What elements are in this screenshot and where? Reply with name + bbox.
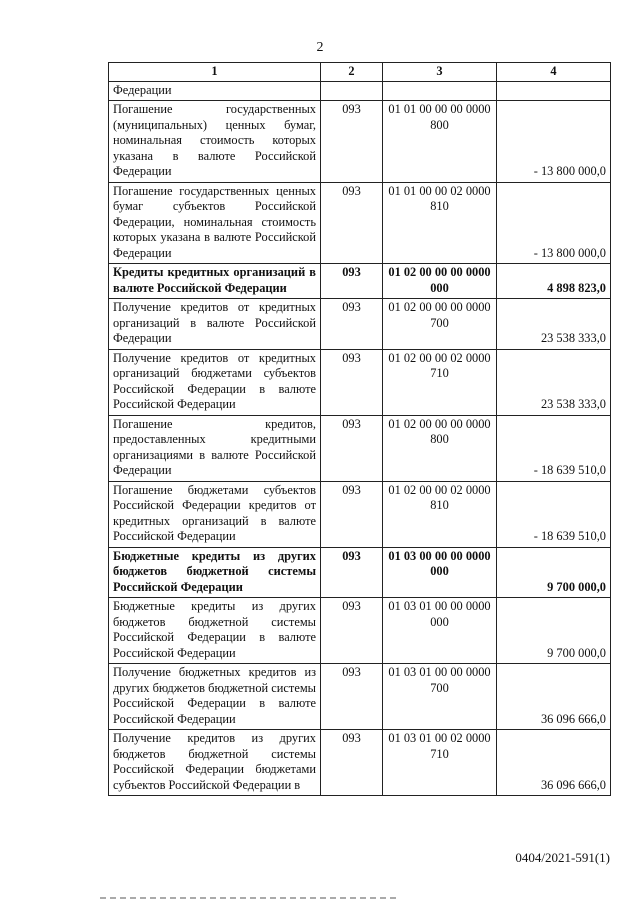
row-budget-code: 01 02 00 00 00 0000 700 — [383, 299, 497, 350]
table-row — [109, 547, 611, 598]
row-admin-code: 093 — [321, 299, 383, 350]
row-admin-code — [321, 81, 383, 101]
row-name: Федерации — [109, 81, 321, 101]
row-budget-code: 01 03 00 00 00 0000 000 — [383, 547, 497, 598]
row-budget-code: 01 02 00 00 00 0000 000 — [383, 264, 497, 299]
column-header: 2 — [321, 63, 383, 82]
row-amount: - 18 639 510,0 — [497, 415, 611, 481]
row-name: Бюджетные кредиты из других бюджетов бюджетной системы Российской Федерации — [109, 547, 321, 598]
row-name: Бюджетные кредиты из других бюджетов бюджетной системы Российской Федерации в валюте Российской Федерации — [109, 598, 321, 664]
table-row — [109, 101, 611, 183]
table-row — [109, 481, 611, 547]
row-name: Кредиты кредитных организаций в валюте Российской Федерации — [109, 264, 321, 299]
row-name: Погашение государственных (муниципальных) ценных бумаг, номинальная стоимость которых указана в валюте Российской Федерации — [109, 101, 321, 183]
row-name: Погашение бюджетами субъектов Российской Федерации кредитов от кредитных организаций в валюте Российской Федерации — [109, 481, 321, 547]
row-name: Получение кредитов от кредитных организаций бюджетами субъектов Российской Федерации в валюте Российской Федерации — [109, 349, 321, 415]
table-header-row — [109, 63, 611, 82]
row-amount: 9 700 000,0 — [497, 547, 611, 598]
page-number: 2 — [316, 40, 324, 55]
column-header: 1 — [109, 63, 321, 82]
row-budget-code: 01 03 01 00 00 0000 000 — [383, 598, 497, 664]
row-budget-code: 01 03 01 00 00 0000 700 — [383, 664, 497, 730]
row-amount: - 13 800 000,0 — [497, 101, 611, 183]
row-budget-code: 01 03 01 00 02 0000 710 — [383, 730, 497, 796]
row-admin-code: 093 — [321, 664, 383, 730]
table-row — [109, 598, 611, 664]
row-amount: 23 538 333,0 — [497, 349, 611, 415]
row-admin-code: 093 — [321, 415, 383, 481]
table-row — [109, 349, 611, 415]
row-budget-code — [383, 81, 497, 101]
table-row — [109, 415, 611, 481]
table-row — [109, 730, 611, 796]
row-amount — [497, 81, 611, 101]
column-header: 4 — [497, 63, 611, 82]
row-name: Получение кредитов из других бюджетов бюджетной системы Российской Федерации бюджетами субъектов Российской Федерации в — [109, 730, 321, 796]
row-amount: 36 096 666,0 — [497, 664, 611, 730]
row-budget-code: 01 02 00 00 00 0000 800 — [383, 415, 497, 481]
table-row — [109, 264, 611, 299]
table-row — [109, 182, 611, 264]
budget-table — [108, 62, 611, 796]
table-row — [109, 299, 611, 350]
row-amount: 23 538 333,0 — [497, 299, 611, 350]
row-admin-code: 093 — [321, 547, 383, 598]
row-budget-code: 01 01 00 00 00 0000 800 — [383, 101, 497, 183]
row-amount: - 13 800 000,0 — [497, 182, 611, 264]
column-header: 3 — [383, 63, 497, 82]
row-admin-code: 093 — [321, 349, 383, 415]
row-name: Погашение кредитов, предоставленных кредитными организациями в валюте Российской Федерации — [109, 415, 321, 481]
row-budget-code: 01 01 00 00 02 0000 810 — [383, 182, 497, 264]
table-row — [109, 81, 611, 101]
row-name: Получение кредитов от кредитных организаций в валюте Российской Федерации — [109, 299, 321, 350]
row-name: Получение бюджетных кредитов из других бюджетов бюджетной системы Российской Федерации в валюте Российской Федерации — [109, 664, 321, 730]
row-admin-code: 093 — [321, 182, 383, 264]
row-amount: 9 700 000,0 — [497, 598, 611, 664]
document-id: 0404/2021-591(1) — [515, 850, 610, 865]
row-budget-code: 01 02 00 00 02 0000 810 — [383, 481, 497, 547]
row-amount: 36 096 666,0 — [497, 730, 611, 796]
row-name: Погашение государственных ценных бумаг субъектов Российской Федерации, номинальная стоимость которых указана в валюте Российской Федерации — [109, 182, 321, 264]
row-amount: - 18 639 510,0 — [497, 481, 611, 547]
row-admin-code: 093 — [321, 481, 383, 547]
table-row — [109, 664, 611, 730]
row-admin-code: 093 — [321, 264, 383, 299]
row-admin-code: 093 — [321, 598, 383, 664]
row-budget-code: 01 02 00 00 02 0000 710 — [383, 349, 497, 415]
row-admin-code: 093 — [321, 101, 383, 183]
row-admin-code: 093 — [321, 730, 383, 796]
scan-artifact-line — [100, 897, 400, 899]
row-amount: 4 898 823,0 — [497, 264, 611, 299]
